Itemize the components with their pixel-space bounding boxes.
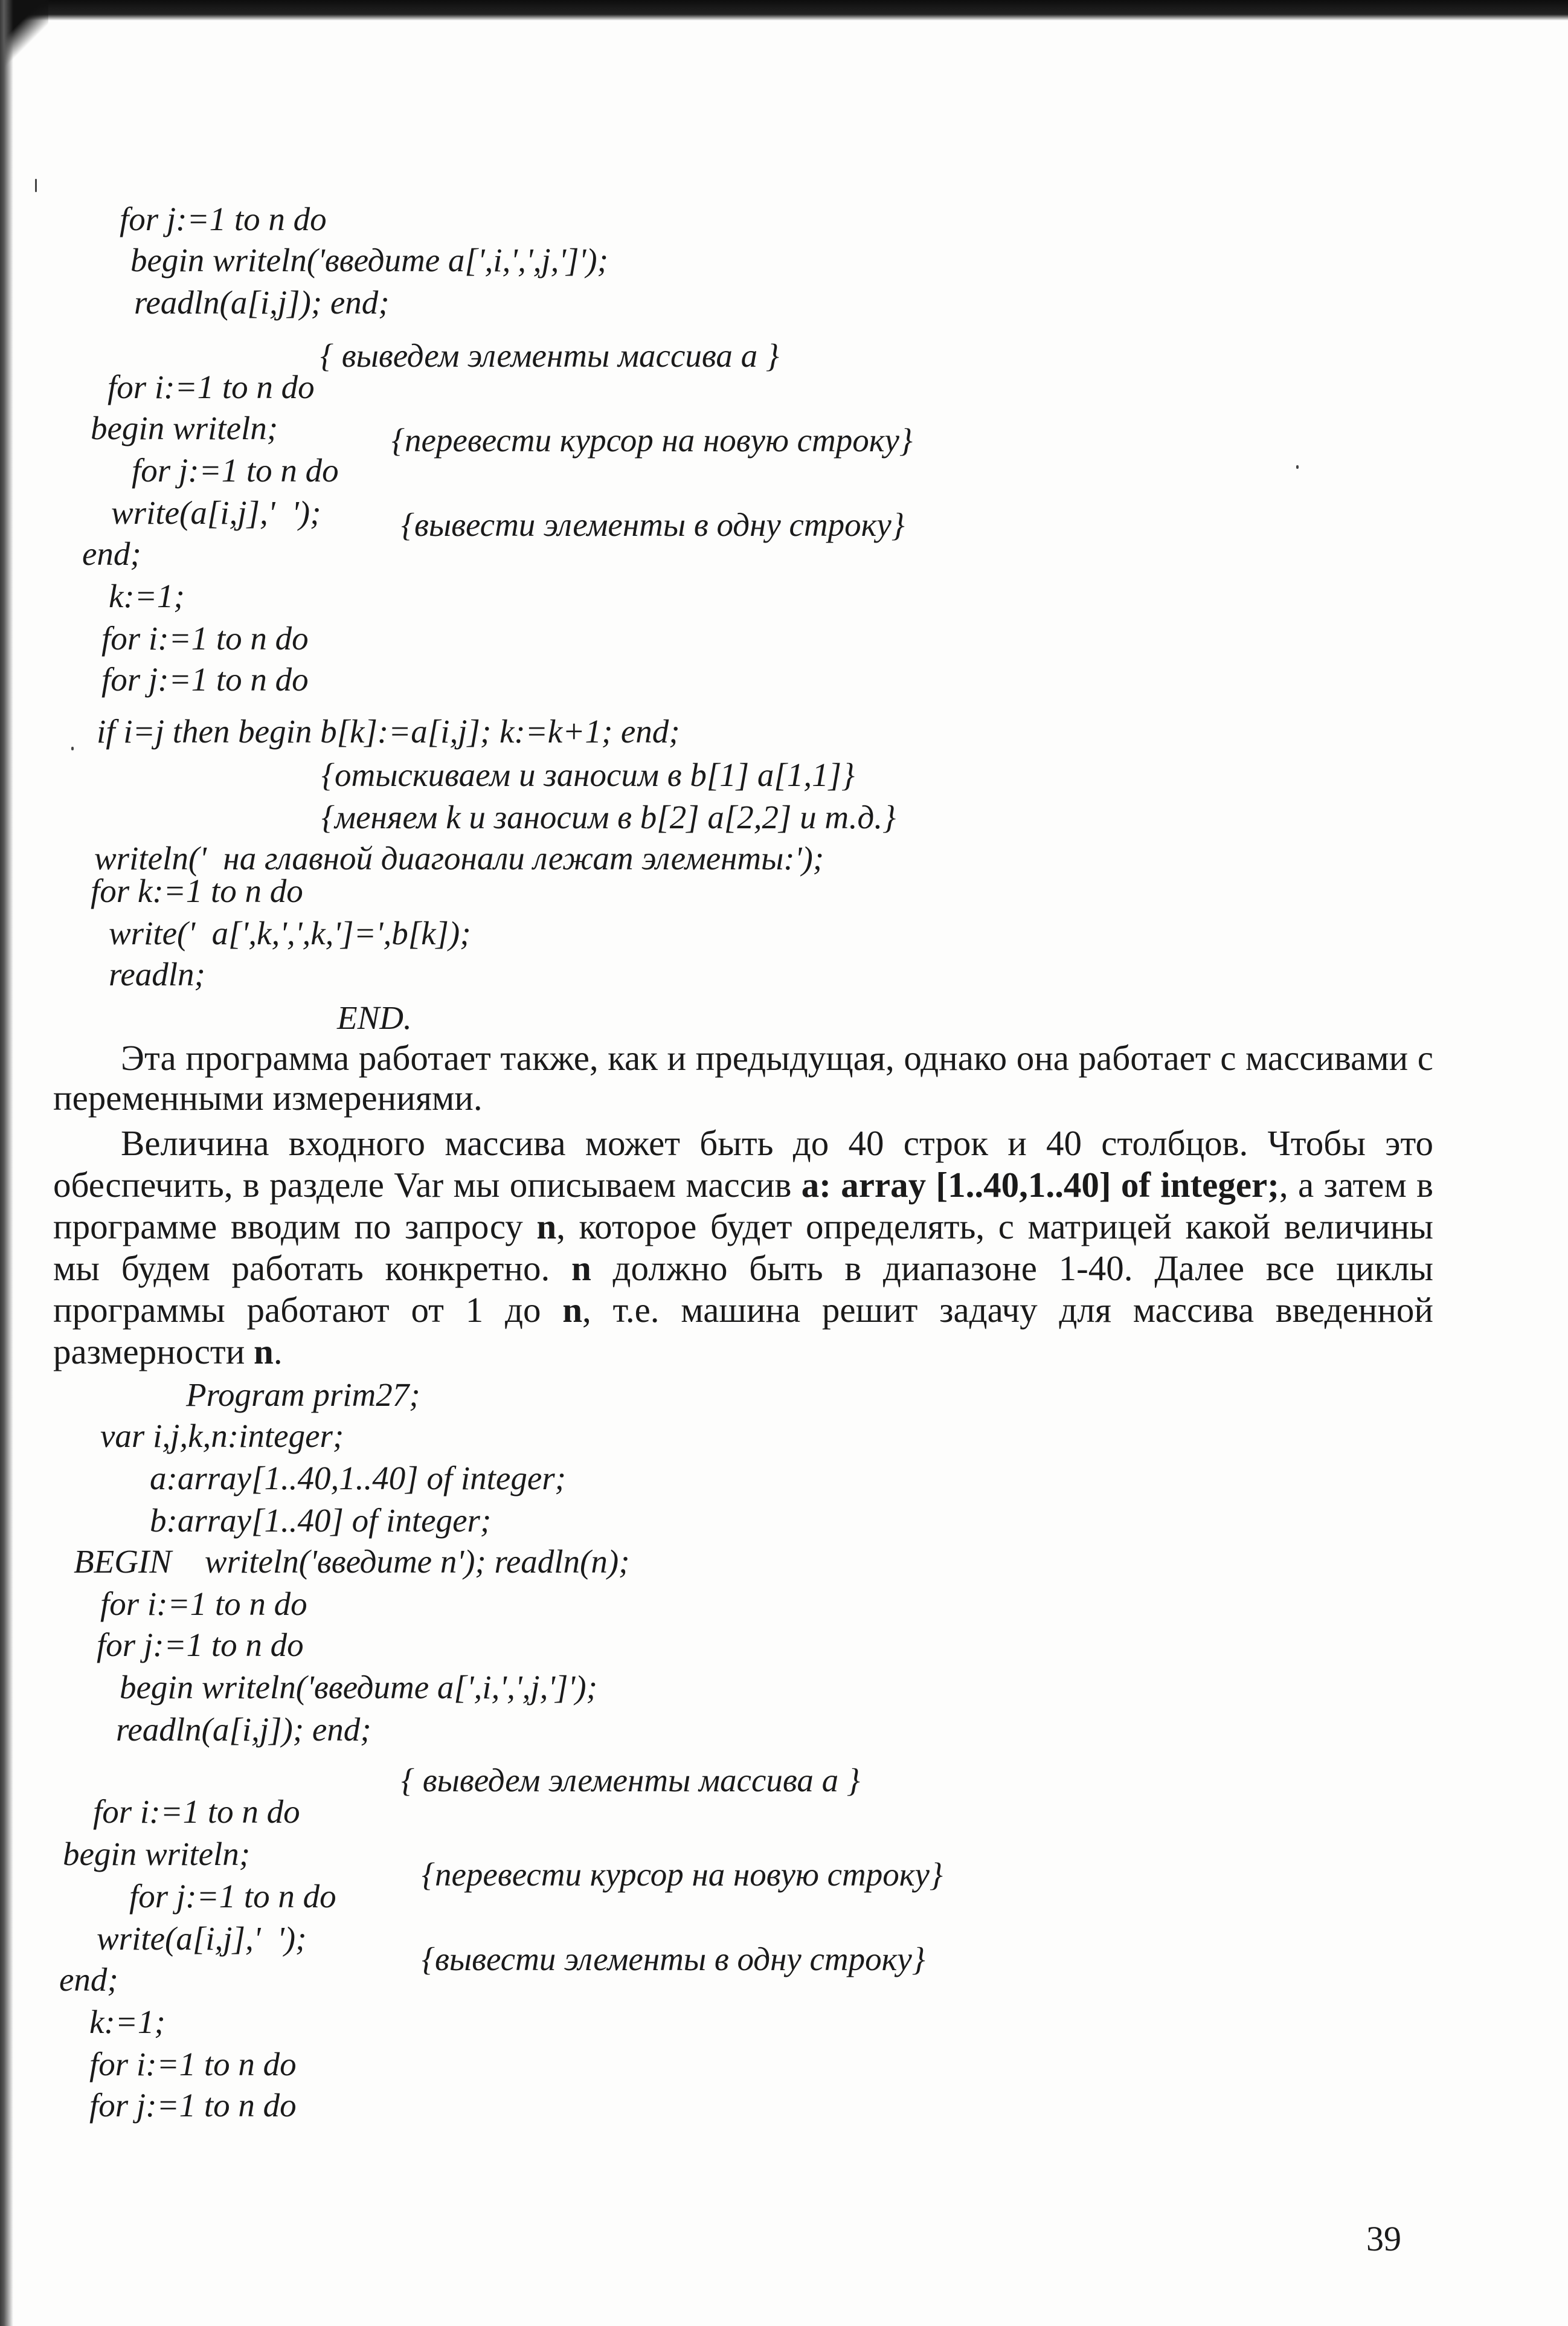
code-line: k:=1; [109, 578, 185, 614]
code-line: var i,j,k,n:integer; [100, 1417, 344, 1454]
code-line: for k:=1 to n do [91, 872, 303, 909]
code-line: for j:=1 to n do [97, 1626, 304, 1663]
paragraph-2: Величина входного массива может быть до 40 строк и 40 столбцов. Чтобы это обеспечить, в разделе Var мы описываем массив a: array [1..40,1..40] of integer;, а затем в программе вводим по запросу n, которое будет определять, с матрицей какой величины мы будем работать конкретно. n должно быть в диапазоне 1-40. Далее все циклы программы работают от 1 до n, т.е. машина решит задачу для массива введенной размерности n. [53, 1123, 1434, 1371]
code-comment: {вывести элементы в одну строку} [422, 1941, 925, 1977]
code-line: for i:=1 to n do [100, 1585, 307, 1622]
code-line: for i:=1 to n do [108, 369, 315, 405]
code-comment: { выведем элементы массива a } [320, 337, 779, 374]
scan-speck [1296, 465, 1299, 469]
code-line: for j:=1 to n do [120, 201, 327, 237]
code-line: write(' a[',k,',',k,']=',b[k]); [109, 915, 471, 952]
code-line: a:array[1..40,1..40] of integer; [150, 1460, 566, 1496]
code-comment: {меняем k и заносим в b[2] a[2,2] и т.д.} [321, 799, 896, 836]
code-line: begin writeln('введите a[',i,',',j,']'); [130, 242, 608, 279]
code-line: begin writeln('введите a[',i,',',j,']'); [120, 1669, 597, 1706]
code-line: begin writeln; [63, 1835, 251, 1872]
code-line: end; [59, 1961, 118, 1998]
code-line: Program prim27; [186, 1376, 420, 1413]
page-number: 39 [1366, 2219, 1401, 2258]
scan-speck [35, 179, 37, 192]
code-line: if i=j then begin b[k]:=a[i,j]; k:=k+1; end; [97, 713, 680, 750]
scan-speck [71, 747, 74, 750]
code-line: k:=1; [89, 2003, 165, 2040]
code-line: for j:=1 to n do [101, 661, 309, 698]
paragraph-1: Эта программа работает также, как и предыдущая, однако она работает с массивами с переменными измерениями. [53, 1038, 1433, 1118]
code-comment: {перевести курсор на новую строку} [422, 1856, 943, 1893]
code-line: end; [82, 535, 141, 572]
code-comment: {вывести элементы в одну строку} [401, 506, 905, 543]
code-line: writeln(' на главной диагонали лежат элементы:'); [94, 840, 824, 877]
code-line: readln(a[i,j]); end; [116, 1711, 371, 1748]
code-end: END. [337, 999, 412, 1036]
code-line: begin writeln; [91, 410, 278, 446]
code-line: for i:=1 to n do [101, 620, 309, 657]
code-line: for j:=1 to n do [89, 2087, 297, 2124]
code-line: b:array[1..40] of integer; [150, 1502, 492, 1539]
code-line: write(a[i,j],' '); [97, 1920, 307, 1957]
code-line: for j:=1 to n do [129, 1878, 336, 1915]
code-line: readln; [109, 956, 205, 993]
code-line: for i:=1 to n do [93, 1793, 300, 1830]
code-line: for j:=1 to n do [132, 452, 339, 489]
code-line: readln(a[i,j]); end; [134, 284, 390, 321]
scan-edge-left [0, 0, 13, 2326]
code-comment: {перевести курсор на новую строку} [391, 422, 913, 459]
code-comment: {отыскиваем и заносим в b[1] a[1,1]} [321, 756, 855, 793]
scan-edge-top [0, 0, 1568, 21]
code-comment: { выведем элементы массива a } [401, 1762, 860, 1799]
code-line: BEGIN writeln('введите n'); readln(n); [74, 1543, 630, 1580]
code-line: for i:=1 to n do [89, 2046, 297, 2083]
code-line: write(a[i,j],' '); [111, 494, 321, 531]
